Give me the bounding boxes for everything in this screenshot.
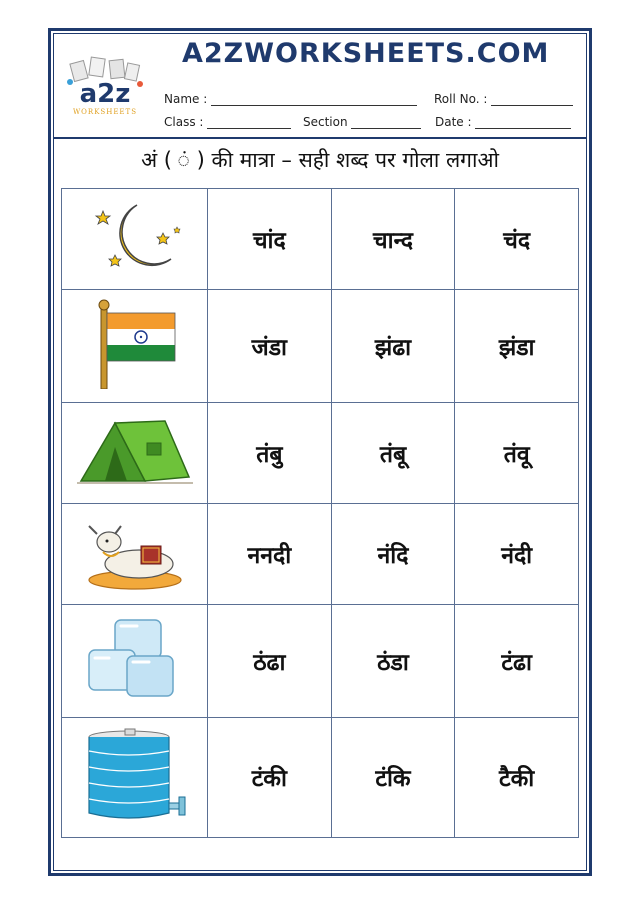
header-divider xyxy=(53,137,587,139)
name-field[interactable] xyxy=(164,92,417,106)
option-cell[interactable] xyxy=(208,503,332,604)
a2z-logo xyxy=(60,56,150,118)
option-cell[interactable] xyxy=(208,189,332,290)
option-cell[interactable] xyxy=(208,290,332,403)
worksheet-heading: अं ( ं ) की मात्रा – सही शब्द पर गोला लगाओ xyxy=(141,148,499,172)
section-label: Section xyxy=(303,115,348,129)
option-cell[interactable] xyxy=(331,402,455,503)
word-option[interactable]: जंडा xyxy=(251,334,287,361)
class-input-line[interactable] xyxy=(207,115,291,129)
roll-no-field[interactable] xyxy=(434,92,573,106)
word-option[interactable]: झंडा xyxy=(498,334,535,361)
indian-flag-icon xyxy=(85,299,185,389)
word-option[interactable]: नंदी xyxy=(501,542,533,569)
word-option[interactable]: चान्द xyxy=(373,228,413,255)
name-label: Name : xyxy=(164,92,208,106)
word-option[interactable]: टंकि xyxy=(375,766,411,793)
option-cell[interactable] xyxy=(455,402,579,503)
word-option[interactable]: तंबू xyxy=(379,441,407,468)
table-row xyxy=(62,290,579,403)
picture-cell xyxy=(62,189,208,290)
picture-cell xyxy=(62,503,208,604)
option-cell[interactable] xyxy=(455,717,579,837)
option-cell[interactable] xyxy=(455,605,579,718)
logo-text: a2z xyxy=(79,79,131,109)
table-row xyxy=(62,605,579,718)
word-option[interactable]: ननदी xyxy=(247,542,292,569)
worksheet-table xyxy=(61,188,579,838)
word-option[interactable]: तंवू xyxy=(503,441,530,468)
picture-cell xyxy=(62,605,208,718)
section-field[interactable] xyxy=(303,115,421,129)
name-input-line[interactable] xyxy=(211,92,417,106)
ice-cubes-icon xyxy=(85,614,185,704)
class-label: Class : xyxy=(164,115,204,129)
date-field[interactable] xyxy=(435,115,571,129)
logo-subtext: WORKSHEETS xyxy=(72,108,138,116)
option-cell[interactable] xyxy=(455,189,579,290)
picture-cell xyxy=(62,290,208,403)
word-option[interactable]: नंदि xyxy=(377,542,409,569)
option-cell[interactable] xyxy=(208,402,332,503)
option-cell[interactable] xyxy=(331,717,455,837)
nandi-bull-icon xyxy=(85,512,185,592)
table-row xyxy=(62,402,579,503)
tent-icon xyxy=(75,411,195,491)
word-option[interactable]: टंकी xyxy=(251,766,287,793)
word-option[interactable]: चंद xyxy=(503,228,531,255)
word-option[interactable]: ठंडा xyxy=(377,649,409,676)
option-cell[interactable] xyxy=(208,717,332,837)
class-field[interactable] xyxy=(164,115,291,129)
word-option[interactable]: तंबु xyxy=(256,441,283,468)
option-cell[interactable] xyxy=(331,503,455,604)
option-cell[interactable] xyxy=(331,290,455,403)
word-option[interactable]: झंढा xyxy=(374,334,412,361)
date-label: Date : xyxy=(435,115,472,129)
option-cell[interactable] xyxy=(331,189,455,290)
roll-no-label: Roll No. : xyxy=(434,92,488,106)
crescent-moon-icon xyxy=(85,197,185,277)
table-row xyxy=(62,189,579,290)
option-cell[interactable] xyxy=(455,503,579,604)
date-input-line[interactable] xyxy=(475,115,571,129)
picture-cell xyxy=(62,402,208,503)
picture-cell xyxy=(62,717,208,837)
water-tank-icon xyxy=(75,727,195,823)
option-cell[interactable] xyxy=(208,605,332,718)
table-row xyxy=(62,503,579,604)
option-cell[interactable] xyxy=(331,605,455,718)
section-input-line[interactable] xyxy=(351,115,421,129)
word-option[interactable]: टैकी xyxy=(499,766,535,793)
table-row xyxy=(62,717,579,837)
word-option[interactable]: चांद xyxy=(252,228,286,255)
word-option[interactable]: टंढा xyxy=(501,649,532,676)
roll-no-input-line[interactable] xyxy=(491,92,573,106)
option-cell[interactable] xyxy=(455,290,579,403)
word-option[interactable]: ठंढा xyxy=(253,649,286,676)
site-title: A2ZWORKSHEETS.COM xyxy=(182,38,550,69)
